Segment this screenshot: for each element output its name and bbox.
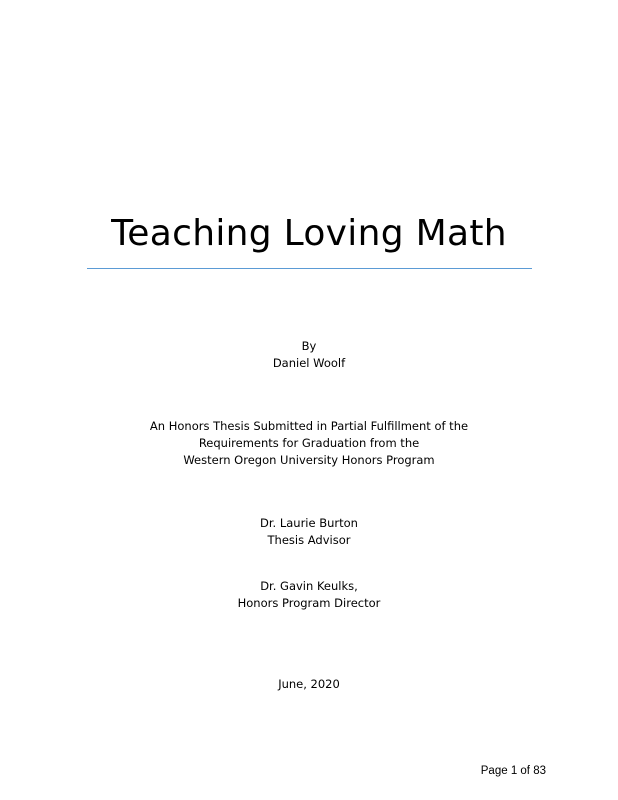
director-role: Honors Program Director [237, 596, 381, 610]
statement-line-2: Requirements for Graduation from the [198, 436, 420, 450]
statement-line-3: Western Oregon University Honors Program [183, 453, 435, 467]
advisor-name: Dr. Laurie Burton [260, 516, 358, 530]
advisor-role: Thesis Advisor [267, 533, 351, 547]
author-name: Daniel Woolf [272, 356, 346, 370]
page-number: Page 1 of 83 [480, 765, 546, 777]
title-underline-rule [87, 268, 532, 269]
director-name: Dr. Gavin Keulks, [260, 579, 358, 593]
byline-by: By [301, 339, 317, 353]
submission-date: June, 2020 [278, 677, 340, 691]
thesis-title: Teaching Loving Math [111, 213, 507, 254]
statement-line-1: An Honors Thesis Submitted in Partial Fulfillment of the [149, 419, 469, 433]
